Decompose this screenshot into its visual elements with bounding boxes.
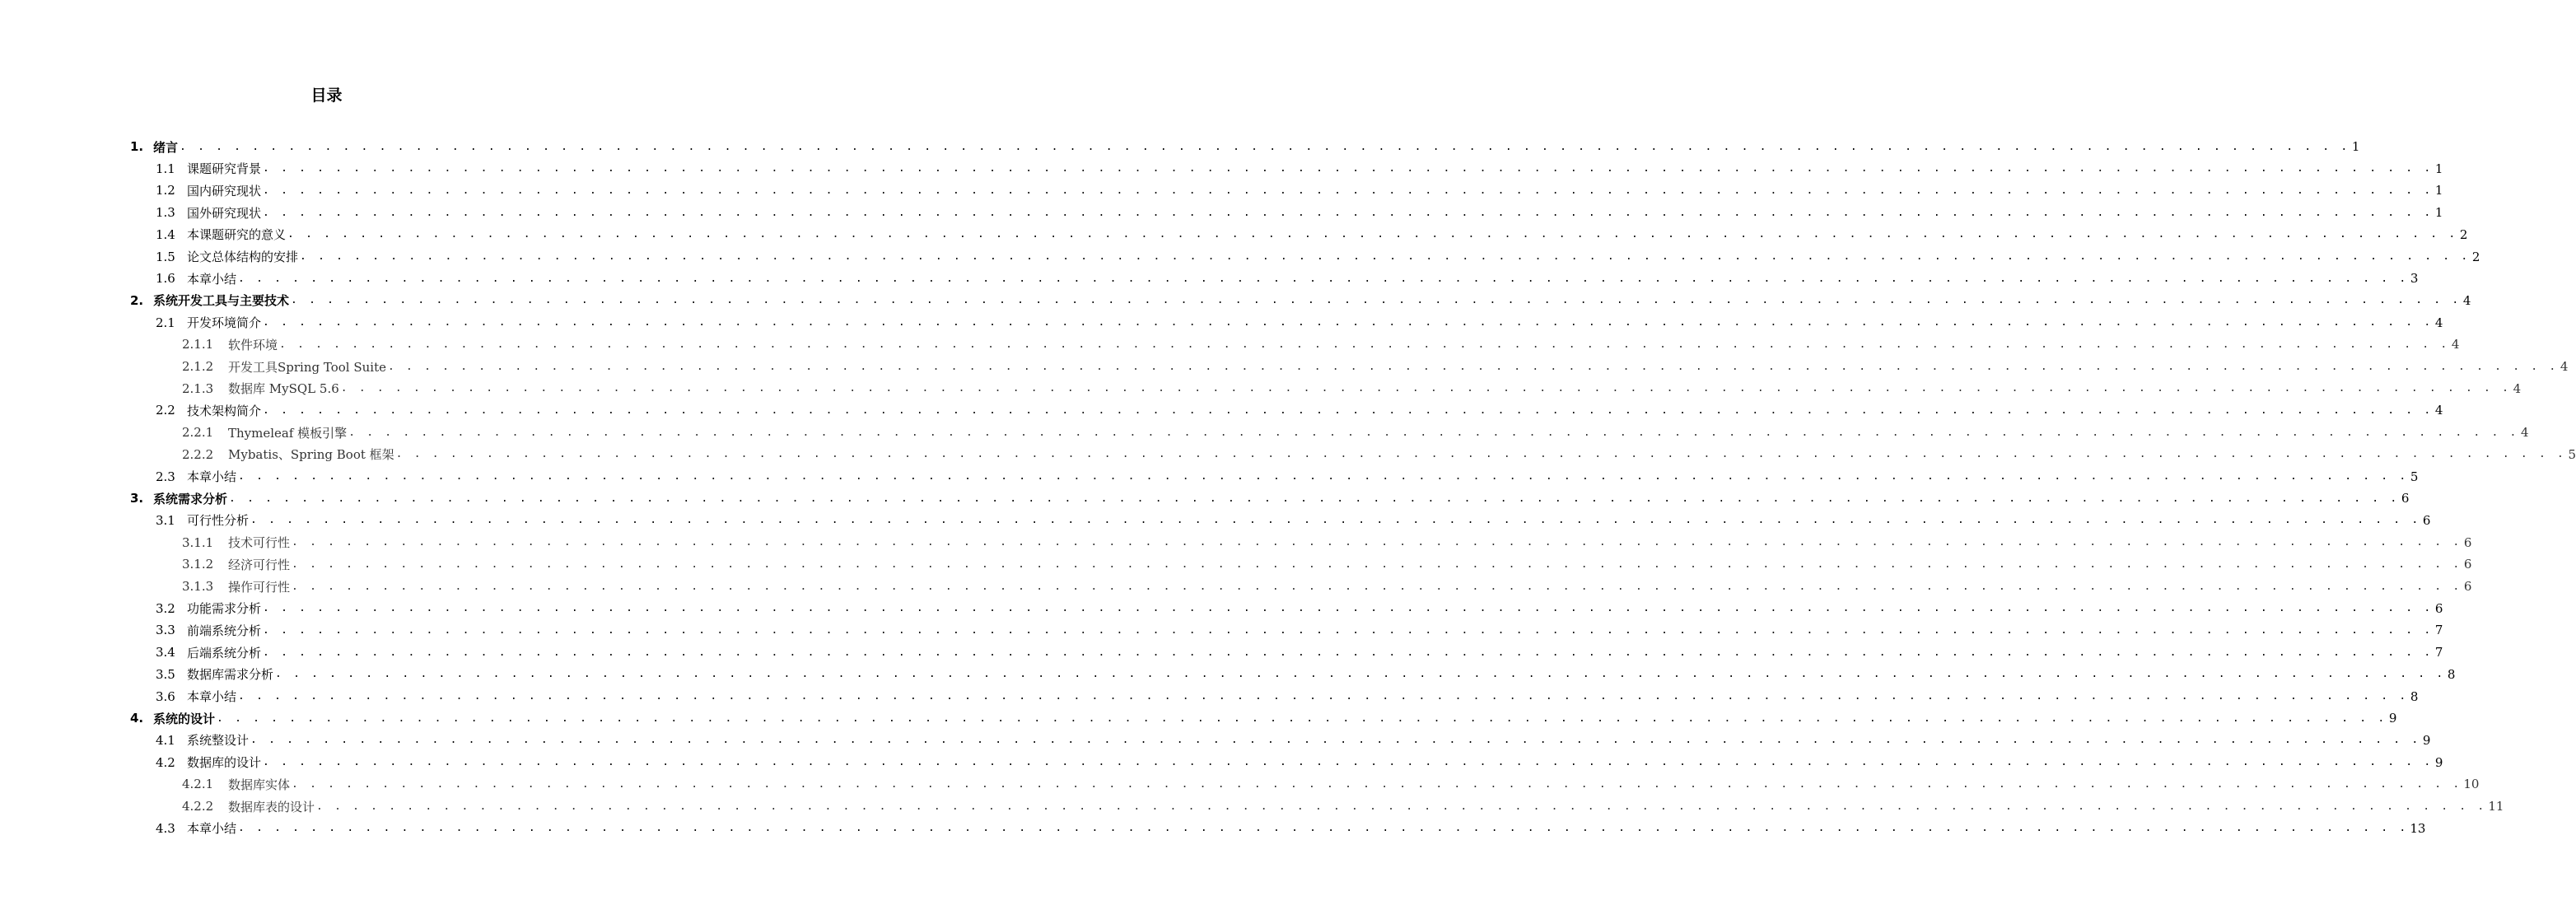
toc-entry-page: 2: [2459, 226, 2468, 242]
toc-entry[interactable]: [156, 466, 2419, 488]
toc-leader-dots: . . . . . . . . . . . . . . . . . . . . . . . . . . . . . . . . . . . . . . . . . . . . . . . . . . . . . . . . . . . . . . . . . . . . . . . . . . . . . . . . . . . . . . . . . . . . . . . . . . . . . . . . . . . . . . . . . . . . . . . .: [291, 294, 2462, 307]
toc-entry-label: 数据库 MySQL 5.6: [228, 381, 339, 397]
toc-entry-number: 1.3: [156, 205, 175, 221]
toc-entry[interactable]: [130, 707, 2397, 729]
toc-entry-number: 3.6: [156, 688, 175, 704]
toc-entry-number: 1.6: [156, 271, 175, 287]
toc-entry-label: 数据库需求分析: [187, 667, 274, 683]
toc-entry-label: 系统的设计: [153, 711, 216, 726]
toc-entry-page: 9: [2388, 711, 2397, 726]
toc-entry[interactable]: [156, 818, 2426, 839]
toc-entry-number: 2.1: [156, 315, 175, 330]
toc-leader-dots: . . . . . . . . . . . . . . . . . . . . . . . . . . . . . . . . . . . . . . . . . . . . . . . . . . . . . . . . . . . . . . . . . . . . . . . . . . . . . . . . . . . . . . . . . . . . . . . . . . . . . . . . . . . . . . . . . . . . . . . .: [300, 250, 2471, 263]
toc-entry-page: 4: [2451, 337, 2460, 352]
toc-leader-dots: . . . . . . . . . . . . . . . . . . . . . . . . . . . . . . . . . . . . . . . . . . . . . . . . . . . . . . . . . . . . . . . . . . . . . . . . . . . . . . . . . . . . . . . . . . . . . . . . . . . . . . . . . . . . . . . . . . . . . . . .: [340, 382, 2512, 395]
toc-entry-number: 3.3: [156, 623, 175, 638]
toc-entry-label: 国内研究现状: [187, 183, 262, 198]
toc-entry[interactable]: [156, 180, 2443, 201]
toc-entry-label: 绪言: [153, 139, 179, 155]
toc-leader-dots: . . . . . . . . . . . . . . . . . . . . . . . . . . . . . . . . . . . . . . . . . . . . . . . . . . . . . . . . . . . . . . . . . . . . . . . . . . . . . . . . . . . . . . . . . . . . . . . . . . . . . . . . . . . . . . . . . . . . . . . .: [229, 492, 2400, 505]
toc-entry-page: 7: [2434, 623, 2443, 638]
toc-entry[interactable]: [182, 422, 2529, 443]
toc-leader-dots: . . . . . . . . . . . . . . . . . . . . . . . . . . . . . . . . . . . . . . . . . . . . . . . . . . . . . . . . . . . . . . . . . . . . . . . . . . . . . . . . . . . . . . . . . . . . . . . . . . . . . . . . . . . . . . . . . . . . . . . .: [263, 623, 2434, 637]
toc-entry-label: 开发工具Spring Tool Suite: [228, 359, 386, 375]
toc-entry-page: 4: [2560, 359, 2569, 374]
toc-entry-page: 6: [2463, 557, 2472, 572]
toc-leader-dots: . . . . . . . . . . . . . . . . . . . . . . . . . . . . . . . . . . . . . . . . . . . . . . . . . . . . . . . . . . . . . . . . . . . . . . . . . . . . . . . . . . . . . . . . . . . . . . . . . . . . . . . . . . . . . . . . . . . . . . . .: [263, 602, 2434, 615]
toc-entry-number: 2.1.2: [182, 359, 214, 374]
toc-entry-page: 9: [2434, 754, 2443, 770]
toc-entry-page: 6: [2463, 579, 2472, 594]
toc-leader-dots: . . . . . . . . . . . . . . . . . . . . . . . . . . . . . . . . . . . . . . . . . . . . . . . . . . . . . . . . . . . . . . . . . . . . . . . . . . . . . . . . . . . . . . . . . . . . . . . . . . . . . . . . . . . . . . . . . . . . . . . .: [217, 712, 2387, 725]
toc-entry-label: 技术架构简介: [187, 403, 262, 418]
toc-leader-dots: . . . . . . . . . . . . . . . . . . . . . . . . . . . . . . . . . . . . . . . . . . . . . . . . . . . . . . . . . . . . . . . . . . . . . . . . . . . . . . . . . . . . . . . . . . . . . . . . . . . . . . . . . . . . . . . . . . . . . . . .: [263, 206, 2434, 219]
toc-entry-label: 数据库实体: [228, 777, 291, 792]
toc-entry-label: 数据库表的设计: [228, 799, 315, 814]
toc-entry-label: 本章小结: [187, 271, 237, 287]
toc-entry[interactable]: [156, 686, 2419, 707]
toc-entry-label: 技术可行性: [228, 535, 291, 551]
toc-entry-page: 11: [2488, 799, 2504, 814]
toc-entry-label: 功能需求分析: [187, 601, 262, 617]
toc-leader-dots: . . . . . . . . . . . . . . . . . . . . . . . . . . . . . . . . . . . . . . . . . . . . . . . . . . . . . . . . . . . . . . . . . . . . . . . . . . . . . . . . . . . . . . . . . . . . . . . . . . . . . . . . . . . . . . . . . . . . . . . .: [238, 822, 2409, 835]
toc-entry-number: 2.3: [156, 469, 175, 484]
toc-entry-number: 2.2: [156, 403, 175, 418]
toc-entry[interactable]: [182, 576, 2472, 597]
toc-leader-dots: . . . . . . . . . . . . . . . . . . . . . . . . . . . . . . . . . . . . . . . . . . . . . . . . . . . . . . . . . . . . . . . . . . . . . . . . . . . . . . . . . . . . . . . . . . . . . . . . . . . . . . . . . . . . . . . . . . . . . . . .: [250, 734, 2421, 747]
toc-entry-number: 2.2.2: [182, 446, 214, 462]
toc-entry[interactable]: [182, 444, 2576, 465]
toc-entry[interactable]: [156, 268, 2419, 289]
toc-entry-page: 3: [2410, 271, 2419, 287]
toc-leader-dots: . . . . . . . . . . . . . . . . . . . . . . . . . . . . . . . . . . . . . . . . . . . . . . . . . . . . . . . . . . . . . . . . . . . . . . . . . . . . . . . . . . . . . . . . . . . . . . . . . . . . . . . . . . . . . . . . . . . . . . . .: [292, 580, 2462, 593]
toc-entry-page: 8: [2410, 688, 2419, 704]
toc-leader-dots: . . . . . . . . . . . . . . . . . . . . . . . . . . . . . . . . . . . . . . . . . . . . . . . . . . . . . . . . . . . . . . . . . . . . . . . . . . . . . . . . . . . . . . . . . . . . . . . . . . . . . . . . . . . . . . . . . . . . . . . .: [263, 646, 2434, 659]
toc-entry-page: 7: [2434, 645, 2443, 660]
toc-leader-dots: . . . . . . . . . . . . . . . . . . . . . . . . . . . . . . . . . . . . . . . . . . . . . . . . . . . . . . . . . . . . . . . . . . . . . . . . . . . . . . . . . . . . . . . . . . . . . . . . . . . . . . . . . . . . . . . . . . . . . . . .: [180, 140, 2350, 153]
toc-leader-dots: . . . . . . . . . . . . . . . . . . . . . . . . . . . . . . . . . . . . . . . . . . . . . . . . . . . . . . . . . . . . . . . . . . . . . . . . . . . . . . . . . . . . . . . . . . . . . . . . . . . . . . . . . . . . . . . . . . . . . . . .: [238, 690, 2409, 702]
toc-entry-page: 4: [2462, 292, 2471, 308]
toc-entry-label: 论文总体结构的安排: [187, 250, 299, 264]
toc-entry-page: 6: [2463, 534, 2472, 550]
toc-entry-label: 本章小结: [187, 689, 237, 704]
toc-entry[interactable]: [130, 488, 2410, 509]
toc-leader-dots: . . . . . . . . . . . . . . . . . . . . . . . . . . . . . . . . . . . . . . . . . . . . . . . . . . . . . . . . . . . . . . . . . . . . . . . . . . . . . . . . . . . . . . . . . . . . . . . . . . . . . . . . . . . . . . . . . . . . . . . .: [250, 514, 2421, 527]
toc-entry-page: 1: [2434, 161, 2443, 176]
toc-entry[interactable]: [156, 202, 2443, 223]
toc-entry[interactable]: [156, 619, 2443, 641]
toc-entry-label: 系统开发工具与主要技术: [153, 293, 290, 309]
toc-entry-page: 10: [2463, 777, 2480, 792]
toc-entry[interactable]: [156, 642, 2443, 663]
toc-entry-label: 本课题研究的意义: [187, 227, 287, 243]
toc-entry-page: 13: [2410, 820, 2426, 836]
toc-entry-page: 9: [2422, 732, 2431, 748]
toc-entry-number: 1.5: [156, 249, 175, 264]
toc-entry-number: 1.4: [156, 226, 175, 242]
toc-entry-label: 数据库的设计: [187, 755, 262, 771]
toc-entry[interactable]: [130, 136, 2360, 157]
toc-entry[interactable]: [130, 290, 2471, 311]
toc-entry-number: 4.2.1: [182, 777, 214, 792]
toc-entry[interactable]: [182, 356, 2569, 377]
toc-entry-number: 3.: [130, 491, 144, 506]
toc-entry[interactable]: [156, 664, 2456, 685]
toc-entry-label: 前端系统分析: [187, 623, 262, 638]
toc-leader-dots: . . . . . . . . . . . . . . . . . . . . . . . . . . . . . . . . . . . . . . . . . . . . . . . . . . . . . . . . . . . . . . . . . . . . . . . . . . . . . . . . . . . . . . . . . . . . . . . . . . . . . . . . . . . . . . . . . . . . . . . .: [348, 426, 2519, 439]
toc-entry[interactable]: [182, 532, 2472, 553]
toc-entry-number: 2.1.3: [182, 380, 214, 396]
toc-leader-dots: . . . . . . . . . . . . . . . . . . . . . . . . . . . . . . . . . . . . . . . . . . . . . . . . . . . . . . . . . . . . . . . . . . . . . . . . . . . . . . . . . . . . . . . . . . . . . . . . . . . . . . . . . . . . . . . . . . . . . . . .: [238, 272, 2409, 285]
toc-entry-number: 4.1: [156, 732, 175, 748]
toc-entry-page: 1: [2434, 205, 2443, 221]
toc-entry[interactable]: [182, 796, 2504, 817]
toc-entry-label: 本章小结: [187, 469, 237, 484]
toc-leader-dots: . . . . . . . . . . . . . . . . . . . . . . . . . . . . . . . . . . . . . . . . . . . . . . . . . . . . . . . . . . . . . . . . . . . . . . . . . . . . . . . . . . . . . . . . . . . . . . . . . . . . . . . . . . . . . . . . . . . . . . . .: [292, 536, 2462, 549]
toc-entry[interactable]: [156, 158, 2443, 180]
toc-entry-number: 3.1.3: [182, 579, 214, 594]
toc-entry[interactable]: [156, 752, 2443, 773]
toc-entry-number: 3.1.2: [182, 557, 214, 572]
toc-entry-label: 系统需求分析: [153, 491, 228, 506]
toc-entry-page: 4: [2513, 380, 2522, 396]
toc-entry-number: 2.1.1: [182, 337, 214, 352]
toc-entry-label: 经济可行性: [228, 557, 291, 572]
toc-entry-page: 5: [2410, 469, 2419, 484]
toc-entry[interactable]: [182, 553, 2472, 575]
toc-entry-number: 1.2: [156, 183, 175, 198]
toc-entry[interactable]: [182, 378, 2522, 399]
toc-leader-dots: . . . . . . . . . . . . . . . . . . . . . . . . . . . . . . . . . . . . . . . . . . . . . . . . . . . . . . . . . . . . . . . . . . . . . . . . . . . . . . . . . . . . . . . . . . . . . . . . . . . . . . . . . . . . . . . . . . . . . . . .: [292, 558, 2462, 571]
toc-leader-dots: . . . . . . . . . . . . . . . . . . . . . . . . . . . . . . . . . . . . . . . . . . . . . . . . . . . . . . . . . . . . . . . . . . . . . . . . . . . . . . . . . . . . . . . . . . . . . . . . . . . . . . . . . . . . . . . . . . . . . . . .: [287, 228, 2458, 241]
toc-entry-label: Thymeleaf 模板引擎: [228, 425, 348, 441]
toc-leader-dots: . . . . . . . . . . . . . . . . . . . . . . . . . . . . . . . . . . . . . . . . . . . . . . . . . . . . . . . . . . . . . . . . . . . . . . . . . . . . . . . . . . . . . . . . . . . . . . . . . . . . . . . . . . . . . . . . . . . . . . . .: [279, 338, 2450, 351]
toc-entry-page: 2: [2471, 249, 2480, 264]
toc-entry-page: 5: [2568, 446, 2576, 462]
toc-entry-label: 本章小结: [187, 821, 237, 837]
toc-entry-number: 2.: [130, 292, 144, 308]
toc-entry[interactable]: [156, 312, 2443, 334]
toc-title: 目录: [310, 86, 343, 105]
toc-leader-dots: . . . . . . . . . . . . . . . . . . . . . . . . . . . . . . . . . . . . . . . . . . . . . . . . . . . . . . . . . . . . . . . . . . . . . . . . . . . . . . . . . . . . . . . . . . . . . . . . . . . . . . . . . . . . . . . . . . . . . . . .: [263, 316, 2434, 329]
toc-entry-number: 3.4: [156, 645, 175, 660]
toc-entry-number: 3.5: [156, 666, 175, 682]
toc-entry-label: 开发环境简介: [187, 315, 262, 331]
toc-entry-number: 4.: [130, 711, 144, 726]
toc-entry-number: 3.1: [156, 512, 175, 528]
toc-entry-page: 6: [2434, 600, 2443, 616]
toc-leader-dots: . . . . . . . . . . . . . . . . . . . . . . . . . . . . . . . . . . . . . . . . . . . . . . . . . . . . . . . . . . . . . . . . . . . . . . . . . . . . . . . . . . . . . . . . . . . . . . . . . . . . . . . . . . . . . . . . . . . . . . . .: [263, 162, 2434, 175]
toc-entry-page: 1: [2434, 183, 2443, 198]
toc-leader-dots: . . . . . . . . . . . . . . . . . . . . . . . . . . . . . . . . . . . . . . . . . . . . . . . . . . . . . . . . . . . . . . . . . . . . . . . . . . . . . . . . . . . . . . . . . . . . . . . . . . . . . . . . . . . . . . . . . . . . . . . .: [275, 668, 2446, 681]
toc-entry[interactable]: [156, 598, 2443, 619]
toc-entry[interactable]: [182, 334, 2460, 355]
toc-leader-dots: . . . . . . . . . . . . . . . . . . . . . . . . . . . . . . . . . . . . . . . . . . . . . . . . . . . . . . . . . . . . . . . . . . . . . . . . . . . . . . . . . . . . . . . . . . . . . . . . . . . . . . . . . . . . . . . . . . . . . . . .: [263, 404, 2434, 417]
toc-entry-page: 8: [2447, 666, 2456, 682]
toc-entry-page: 4: [2434, 403, 2443, 418]
toc-leader-dots: . . . . . . . . . . . . . . . . . . . . . . . . . . . . . . . . . . . . . . . . . . . . . . . . . . . . . . . . . . . . . . . . . . . . . . . . . . . . . . . . . . . . . . . . . . . . . . . . . . . . . . . . . . . . . . . . . . . . . . . .: [316, 800, 2487, 813]
toc-leader-dots: . . . . . . . . . . . . . . . . . . . . . . . . . . . . . . . . . . . . . . . . . . . . . . . . . . . . . . . . . . . . . . . . . . . . . . . . . . . . . . . . . . . . . . . . . . . . . . . . . . . . . . . . . . . . . . . . . . . . . . . .: [387, 360, 2559, 373]
toc-entry-label: 课题研究背景: [187, 161, 262, 177]
toc-entry-number: 3.1.1: [182, 534, 214, 550]
toc-leader-dots: . . . . . . . . . . . . . . . . . . . . . . . . . . . . . . . . . . . . . . . . . . . . . . . . . . . . . . . . . . . . . . . . . . . . . . . . . . . . . . . . . . . . . . . . . . . . . . . . . . . . . . . . . . . . . . . . . . . . . . . .: [395, 448, 2567, 461]
toc-entry-page: 4: [2521, 425, 2529, 441]
toc-leader-dots: . . . . . . . . . . . . . . . . . . . . . . . . . . . . . . . . . . . . . . . . . . . . . . . . . . . . . . . . . . . . . . . . . . . . . . . . . . . . . . . . . . . . . . . . . . . . . . . . . . . . . . . . . . . . . . . . . . . . . . . .: [263, 756, 2434, 769]
toc-entry-label: 国外研究现状: [187, 205, 262, 221]
toc-entry-number: 4.3: [156, 820, 175, 836]
toc-entry-number: 3.2: [156, 600, 175, 616]
toc-entry-number: 1.: [130, 139, 144, 154]
toc-entry-page: 6: [2401, 491, 2410, 506]
toc-entry[interactable]: [182, 773, 2480, 795]
toc-entry-label: 操作可行性: [228, 579, 291, 595]
toc-entry-label: 可行性分析: [187, 513, 250, 529]
toc-entry[interactable]: [156, 510, 2431, 531]
toc-leader-dots: . . . . . . . . . . . . . . . . . . . . . . . . . . . . . . . . . . . . . . . . . . . . . . . . . . . . . . . . . . . . . . . . . . . . . . . . . . . . . . . . . . . . . . . . . . . . . . . . . . . . . . . . . . . . . . . . . . . . . . . .: [292, 777, 2462, 791]
toc-leader-dots: . . . . . . . . . . . . . . . . . . . . . . . . . . . . . . . . . . . . . . . . . . . . . . . . . . . . . . . . . . . . . . . . . . . . . . . . . . . . . . . . . . . . . . . . . . . . . . . . . . . . . . . . . . . . . . . . . . . . . . . .: [263, 184, 2434, 197]
toc-entry-number: 2.2.1: [182, 425, 214, 441]
toc-entry-number: 1.1: [156, 161, 175, 176]
toc-entry-page: 4: [2434, 315, 2443, 330]
toc-entry-label: 系统整设计: [187, 733, 250, 749]
toc-entry[interactable]: [156, 246, 2480, 268]
toc-entry-label: Mybatis、Spring Boot 框架: [228, 447, 394, 463]
toc-entry-label: 后端系统分析: [187, 645, 262, 660]
toc-entry-number: 4.2.2: [182, 799, 214, 814]
toc-leader-dots: . . . . . . . . . . . . . . . . . . . . . . . . . . . . . . . . . . . . . . . . . . . . . . . . . . . . . . . . . . . . . . . . . . . . . . . . . . . . . . . . . . . . . . . . . . . . . . . . . . . . . . . . . . . . . . . . . . . . . . . .: [238, 470, 2409, 483]
toc-entry-page: 1: [2351, 139, 2360, 154]
toc-entry-page: 6: [2422, 512, 2431, 528]
toc-entry-label: 软件环境: [228, 337, 278, 352]
toc-entry[interactable]: [156, 224, 2468, 245]
toc-entry[interactable]: [156, 730, 2431, 751]
toc-entry-number: 4.2: [156, 754, 175, 770]
toc-entry[interactable]: [156, 399, 2443, 421]
